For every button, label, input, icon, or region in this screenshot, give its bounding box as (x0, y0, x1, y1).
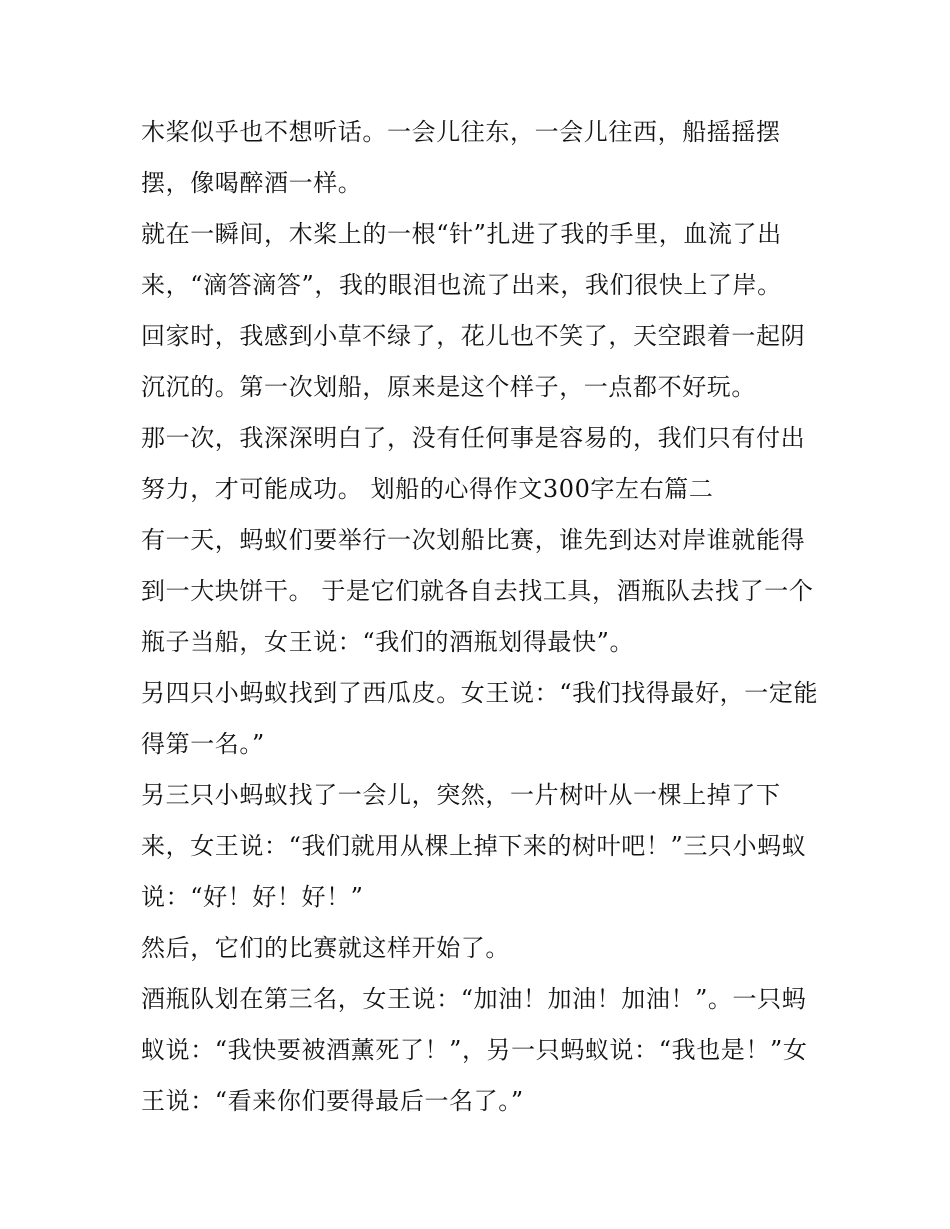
paragraph: 酒瓶队划在第三名，女王说：“加油！加油！加油！”。一只蚂蚁说：“我快要被酒薰死了！”，另一只蚂蚁说：“我也是！”女王说：“看来你们要得最后一名了。” (141, 985, 808, 1115)
paragraph: 木桨似乎也不想听话。一会儿往东，一会儿往西，船摇摇摆摆，像喝醉酒一样。 (141, 118, 781, 197)
document-body (141, 107, 821, 1127)
paragraph: 回家时，我感到小草不绿了，花儿也不笑了，天空跟着一起阴沉沉的。第一次划船，原来是这个样子，一点都不好玩。 (141, 322, 806, 401)
paragraph: 那一次，我深深明白了，没有任何事是容易的，我们只有付出努力，才可能成功。 划船的心得作文300字左右篇二 (141, 424, 806, 503)
paragraph: 然后，它们的比赛就这样开始了。 (141, 934, 510, 962)
paragraph: 另三只小蚂蚁找了一会儿，突然，一片树叶从一棵上掉了下来，女王说：“我们就用从棵上掉下来的树叶吧！”三只小蚂蚁说：“好！好！好！” (141, 781, 807, 911)
paragraph: 另四只小蚂蚁找到了西瓜皮。女王说：“我们找得最好，一定能得第一名。” (141, 679, 819, 758)
paragraph: 有一天，蚂蚁们要举行一次划船比赛，谁先到达对岸谁就能得到一大块饼干。 于是它们就各自去找工具，酒瓶队去找了一个瓶子当船，女王说：“我们的酒瓶划得最快”。 (141, 526, 814, 656)
paragraph: 就在一瞬间，木桨上的一根“针”扎进了我的手里，血流了出来，“滴答滴答”，我的眼泪也流了出来，我们很快上了岸。 (141, 220, 782, 299)
